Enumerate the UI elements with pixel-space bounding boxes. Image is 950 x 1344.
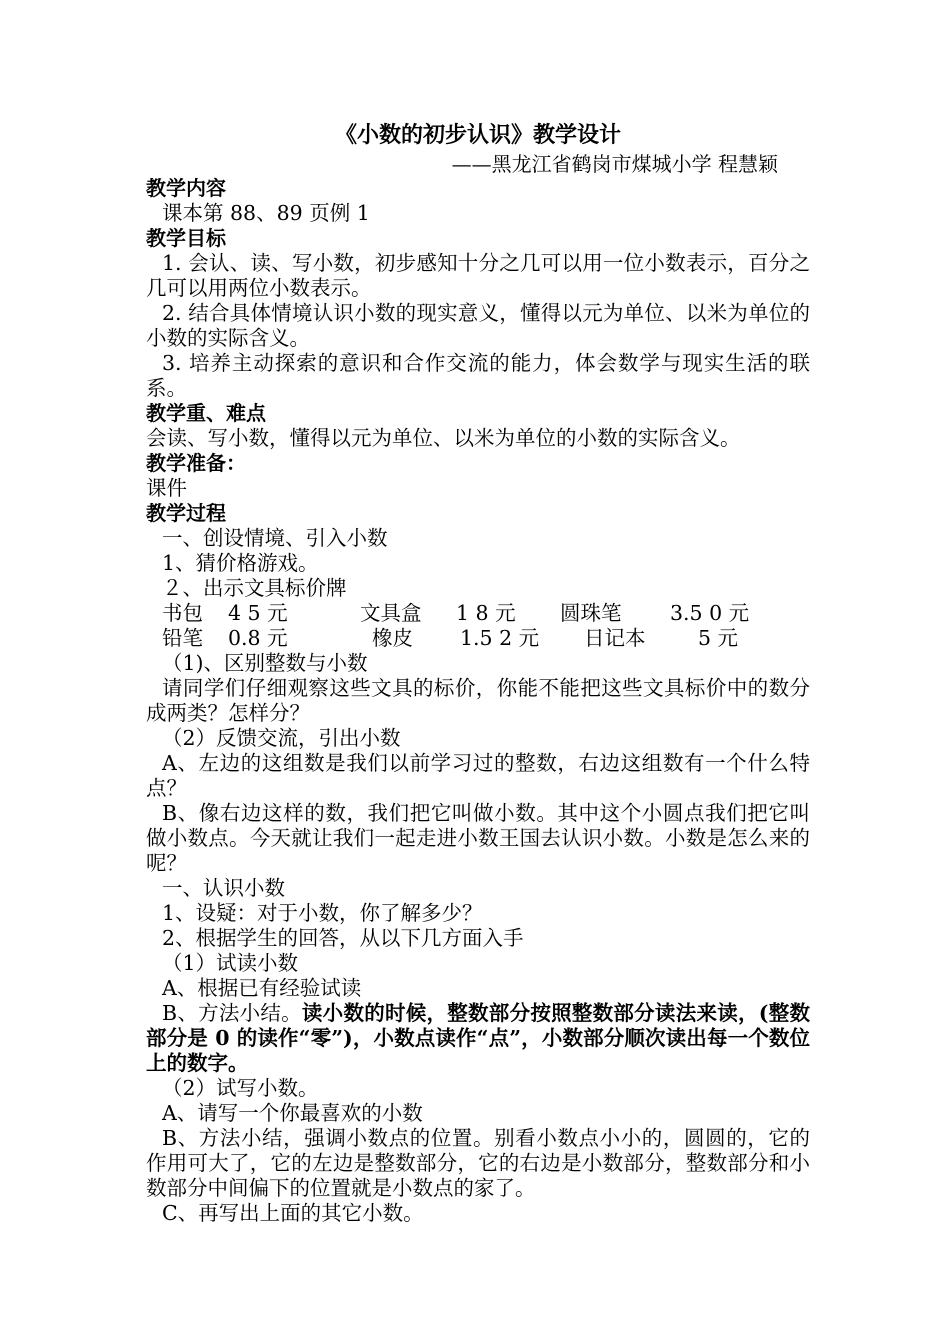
reading-b	[146, 1001, 810, 1076]
goal-3: 3. 培养主动探索的意识和合作交流的能力，体会数学与现实生活的联系。	[146, 351, 810, 400]
price-item: 铅笔	[162, 626, 203, 650]
price-row-1	[146, 601, 810, 626]
document-author: ——黑龙江省鹤岗市煤城小学 程慧颖	[451, 152, 778, 176]
writing-a: A、请写一个你最喜欢的小数	[162, 1101, 423, 1125]
step-2-item-2: 2、根据学生的回答，从以下几方面入手	[162, 926, 524, 950]
content-text: 课本第 88、89 页例 1	[162, 201, 370, 225]
price-value: 1.5 2 元	[460, 626, 540, 650]
question-2: （2）反馈交流，引出小数	[162, 726, 401, 750]
heading-key-points: 教学重、难点	[146, 401, 266, 425]
price-value: 5 元	[698, 626, 739, 650]
price-item: 文具盒	[360, 601, 422, 625]
reading-title: （1）试读小数	[162, 951, 299, 975]
preparation-text: 课件	[146, 476, 187, 500]
document-body	[146, 118, 810, 1226]
question-1-text: 请同学们仔细观察这些文具的标价，你能不能把这些文具标价中的数分成两类？怎样分？	[146, 676, 810, 725]
question-1: （1)、区别整数与小数	[162, 651, 368, 675]
heading-preparation: 教学准备：	[146, 451, 246, 475]
key-points-text: 会读、写小数，懂得以元为单位、以米为单位的小数的实际含义。	[146, 426, 741, 450]
price-item: 圆珠笔	[560, 601, 622, 625]
step-2-item-1: 1、设疑：对于小数，你了解多少？	[162, 901, 483, 925]
heading-process: 教学过程	[146, 501, 226, 525]
reading-a: A、根据已有经验试读	[162, 976, 362, 1000]
heading-goals: 教学目标	[146, 226, 226, 250]
heading-content: 教学内容	[146, 176, 226, 200]
goal-2: 2. 结合具体情境认识小数的现实意义，懂得以元为单位、以米为单位的小数的实际含义。	[146, 301, 810, 350]
goal-1: 1. 会认、读、写小数，初步感知十分之几可以用一位小数表示，百分之几可以用两位小数表示。	[146, 251, 810, 300]
price-item: 橡皮	[372, 626, 413, 650]
price-value: 4 5 元	[228, 601, 288, 625]
price-value: 0.8 元	[228, 626, 288, 650]
document-title: 《小数的初步认识》教学设计	[334, 122, 621, 148]
price-item: 书包	[162, 601, 203, 625]
question-2-a: A、左边的这组数是我们以前学习过的整数，右边这组数有一个什么特点？	[146, 751, 810, 800]
step-1-title: 一、创设情境、引入小数	[162, 526, 388, 550]
writing-b: B、方法小结，强调小数点的位置。别看小数点小小的，圆圆的，它的作用可大了，它的左边是整数部分，它的右边是小数部分，整数部分和小数部分中间偏下的位置就是小数点的家了。	[146, 1126, 810, 1200]
price-value: 3.5 0 元	[670, 601, 750, 625]
step-1-item-2: ２、出示文具标价牌	[162, 576, 347, 600]
price-value: 1 8 元	[456, 601, 516, 625]
question-2-b: B、像右边这样的数，我们把它叫做小数。其中这个小圆点我们把它叫做小数点。今天就让我们一起走进小数王国去认识小数。小数是怎么来的呢？	[146, 801, 810, 875]
writing-c: C、再写出上面的其它小数。	[162, 1201, 424, 1225]
reading-b-lead: B、方法小结。	[162, 1001, 302, 1025]
reading-rule: 读小数的时候，整数部分按照整数部分读法来读，(整数部分是 0 的读作“零”)，小数点读作“点”，小数部分顺次读出每一个数位上的数字。	[146, 1001, 810, 1075]
step-2-title: 一、认识小数	[162, 876, 285, 900]
step-1-item-1: 1、猜价格游戏。	[162, 551, 319, 575]
price-row-2	[146, 626, 810, 651]
price-item: 日记本	[584, 626, 646, 650]
writing-title: （2）试写小数。	[162, 1076, 319, 1100]
